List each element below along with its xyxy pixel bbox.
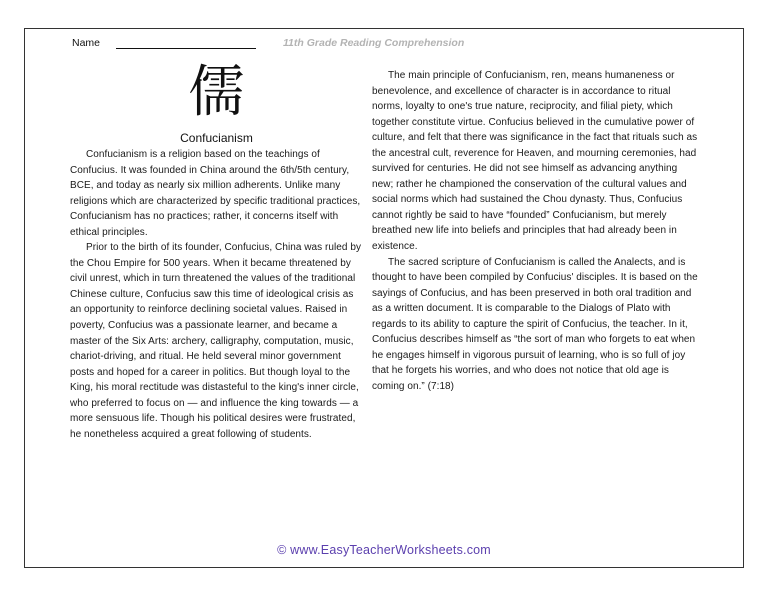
paragraph-2: Prior to the birth of its founder, Confucius, China was ruled by the Chou Empire for 500 years. When it became threatened by civil unrest, which in turn threatened the values of the traditional Chinese culture, Confucius saw this time of ideological crisis as an opportunity to reinforce declining societal values. Raised in poverty, Confucius was a passionate learner, and became a master of the Six Arts: archery, calligraphy, computation, music, chariot-driving, and ritual. He held several minor government posts and hoped for a career in politics. But though loyal to the King, his moral rectitude was distasteful to the king's inner circle, who preferred to focus on — and influence the king towards — a more sensuous life. Though his political desires were frustrated, he nonetheless acquired a great following of students. — [70, 242, 362, 440]
name-blank-line — [116, 38, 256, 49]
page-title: Confucianism — [180, 131, 253, 145]
chinese-character-ru: 儒 — [188, 60, 245, 125]
paragraph-3: The main principle of Confucianism, ren, means humaneness or benevolence, and excellence of character is in accordance to ritual norms, loyalty to one's true nature, reciprocity, and filial piety, which together constitute virtue. Confucius believed in the cumulative power of culture, and felt that there was significance in the fact that rituals such as the ancestral cult, reverence for Heaven, and mourning ceremonies, had survived for centuries. He did not see himself as advancing anything new; rather he championed the conservation of the cultural values and social norms which had sustained the Chou dynasty. Thus, Confucius cannot rightly be said to have “founded” Confucianism, but merely breathed new life into beliefs and principles that had already been in existence. — [372, 70, 698, 253]
name-label: Name — [72, 37, 101, 49]
paragraph-1: Confucianism is a religion based on the teachings of Confucius. It was founded in China around the 6th/5th century, BCE, and today as nearly six million adherents. Unlike many religions which are characterized by specific traditional practices, Confucianism has no practices; rather, it concerns itself with ethical principles. — [70, 149, 361, 238]
worksheet-title: 11th Grade Reading Comprehension — [283, 37, 465, 49]
footer-copyright: © www.EasyTeacherWorksheets.com — [277, 543, 491, 557]
left-column — [70, 62, 363, 442]
name-field — [72, 37, 256, 49]
right-column — [372, 68, 700, 394]
paragraph-4: The sacred scripture of Confucianism is called the Analects, and is thought to have been compiled by Confucius' disciples. It is based on the sayings of Confucius, and has been preserved in both oral tradition and as a written document. It is comparable to the Dialogs of Plato with regards to its ability to capture the spirit of Confucius, the teacher. In it, Confucius describes himself as “the sort of man who forgets to eat when he engages himself in vigorous pursuit of learning, who is so full of joy that he forgets his worries, and who does not notice that old age is coming on.” (7:18) — [372, 256, 698, 392]
